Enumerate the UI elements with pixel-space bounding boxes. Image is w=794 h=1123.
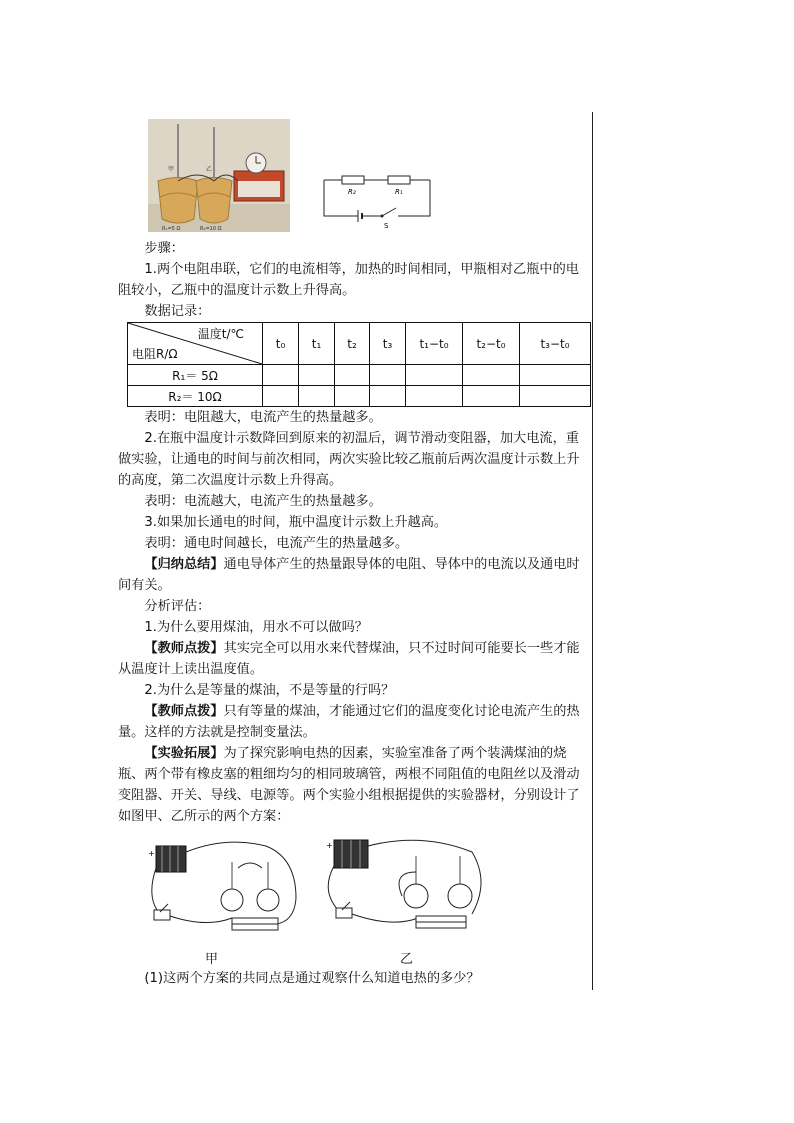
summary-tag: 【归纳总结】	[144, 557, 224, 572]
tip-1	[118, 638, 586, 680]
question-1: 1.为什么要用煤油，用水不可以做吗？	[144, 620, 368, 635]
extension-text: 为了探究影响电热的因素，实验室准备了两个装满煤油的烧瓶、两个带有橡皮塞的粗细均匀的相同玻璃管，两根不同阻值的电阻丝以及滑动变阻器、开关、导线、电源等。两个实验小组根据提供的实验器材，分别设计了如图甲、乙所示的两个方案：	[118, 746, 580, 824]
table-col-header: t₀	[263, 323, 299, 365]
table-col-header: t₂	[335, 323, 370, 365]
table-diagonal-header	[128, 323, 263, 365]
circuit-r2-label: R₂	[348, 188, 356, 196]
question-2: 2.为什么是等量的煤油，不是等量的行吗？	[144, 683, 395, 698]
result-3: 表明：通电时间越长，电流产生的热量越多。	[144, 536, 409, 551]
photo-label-r2: R₂=10 Ω	[200, 226, 222, 232]
svg-text:+: +	[326, 841, 333, 850]
summary-text: 通电导体产生的热量跟导体的电阻、导体中的电流以及通电时间有关。	[118, 557, 580, 593]
experiment-photo	[148, 119, 290, 232]
extension-tag: 【实验拓展】	[144, 746, 224, 761]
summary	[118, 554, 586, 596]
table-temp-header: 温度t/℃	[197, 327, 244, 341]
svg-text:+: +	[148, 849, 155, 858]
photo-label-r1: R₁=5 Ω	[162, 226, 181, 232]
figure-yi	[322, 832, 492, 948]
result-2: 表明：电流越大，电流产生的热量越多。	[144, 494, 382, 509]
data-heading: 数据记录：	[144, 304, 211, 319]
final-question	[118, 968, 586, 989]
table-row	[128, 365, 591, 386]
question-final: (1)这两个方案的共同点是通过观察什么知道电热的多少？	[144, 971, 480, 986]
tip-tag: 【教师点拨】	[144, 641, 224, 656]
tip-1-text: 其实完全可以用水来代替煤油，只不过时间可能要长一些才能从温度计上读出温度值。	[118, 641, 580, 677]
tip-2	[118, 701, 586, 743]
table-col-header: t₂−t₀	[463, 323, 520, 365]
circuit-diagram	[318, 170, 436, 232]
analysis-heading: 分析评估：	[144, 599, 211, 614]
table-resistance-header: 电阻R/Ω	[132, 347, 178, 361]
step-3: 3.如果加长通电的时间，瓶中温度计示数上升越高。	[144, 515, 448, 530]
table-col-header: t₁−t₀	[406, 323, 463, 365]
table-row-label: R₁＝ 5Ω	[128, 365, 263, 386]
data-table	[127, 322, 591, 407]
step-2: 2.在瓶中温度计示数降回到原来的初温后，调节滑动变阻器，加大电流，重做实验，让通电的时间与前次相同，两次实验比较乙瓶前后两次温度计示数上升的高度，第二次温度计示数上升得高。	[118, 431, 580, 488]
result-1: 表明：电阻越大，电流产生的热量越多。	[144, 410, 382, 425]
step-1: 1.两个电阻串联，它们的电流相等，加热的时间相同，甲瓶相对乙瓶中的电阻较小，乙瓶中的温度计示数上升得高。	[118, 262, 579, 298]
tip-2-text: 只有等量的煤油，才能通过它们的温度变化讨论电流产生的热量。这样的方法就是控制变量法。	[118, 704, 580, 740]
tip-tag: 【教师点拨】	[144, 704, 224, 719]
circuit-r1-label: R₁	[395, 188, 403, 196]
circuit-switch-label: S	[384, 222, 389, 230]
table-col-header: t₃−t₀	[520, 323, 591, 365]
table-row	[128, 386, 591, 407]
table-col-header: t₁	[299, 323, 335, 365]
photo-label-yi: 乙	[206, 166, 213, 173]
page-divider-line	[592, 112, 593, 990]
figure-jia-caption: 甲	[205, 952, 219, 967]
table-col-header: t₃	[370, 323, 406, 365]
results-section	[118, 407, 586, 827]
table-row-label: R₂＝ 10Ω	[128, 386, 263, 407]
figure-yi-caption: 乙	[400, 952, 414, 967]
extension	[118, 743, 586, 827]
figure-jia	[146, 838, 306, 948]
steps-heading: 步骤：	[144, 241, 184, 256]
experiment-photo-drawing	[148, 119, 290, 232]
photo-label-jia: 甲	[168, 166, 175, 173]
steps-section	[118, 238, 586, 322]
